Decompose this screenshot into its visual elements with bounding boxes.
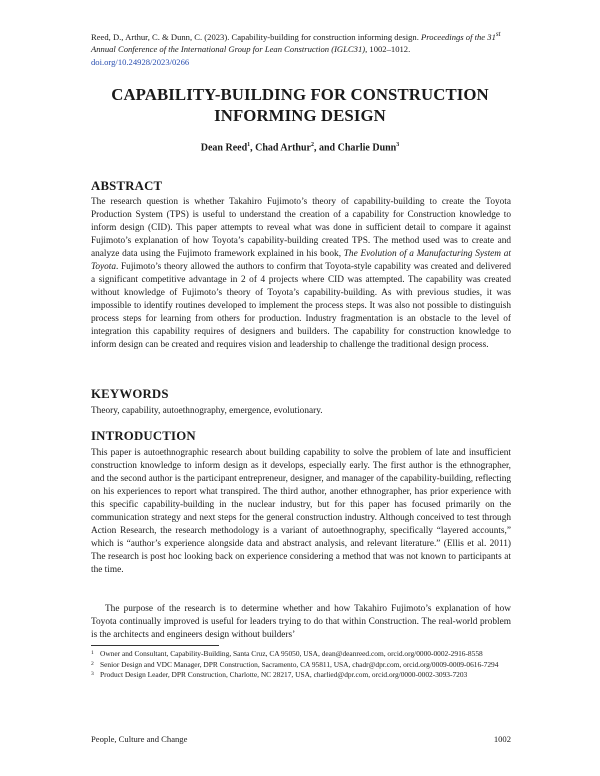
footnote-divider <box>91 645 219 646</box>
paper-title: CAPABILITY-BUILDING FOR CONSTRUCTION INFORMING DESIGN <box>111 85 489 125</box>
footnotes <box>91 649 511 681</box>
author-2: Chad Arthur <box>255 142 311 154</box>
keywords-heading: KEYWORDS <box>91 387 169 401</box>
footnote-2: 2 Senior Design and VDC Manager, DPR Construction, Sacramento, CA 95811, USA, chadr@dpr.com, orcid.org/0009-0009-0616-7294 <box>91 659 499 669</box>
abstract-heading: ABSTRACT <box>91 179 163 193</box>
book-title: The Evolution of a Manufacturing System at Toyota <box>91 249 511 272</box>
doi-link[interactable]: doi.org/10.24928/2023/0266 <box>91 56 190 67</box>
introduction-heading: INTRODUCTION <box>91 429 196 443</box>
page-number: 1002 <box>493 734 511 744</box>
citation-pages: 1002–1012. <box>367 44 411 55</box>
footer-section-name: People, Culture and Change <box>91 734 188 744</box>
introduction-paragraph-1: This paper is autoethnographic research about building capability to solve the problem of late and insufficient construction knowledge to inform design as it develops, especially early. The first author is the ethnographer, and the second author is the participant entrepreneur, designer, and manager of the capability-building, reflecting on his experiences to report what transpired. The third author, another ethnographer, has prior experience with this specific capability-building in the nuclear industry, but for this paper has focused primarily on the communication strategy and next steps for the general construction industry. Although conceived to test through Action Research, the research methodology is a variant of autoethnography, specifically “layered accounts,” which is “author’s experience alongside data and abstract analysis, and relevant literature.” (Ellis et al. 2011) The research is post hoc looking back on experience considering a method that was not known to participants at the time. <box>91 448 511 575</box>
author-3: Charlie Dunn <box>337 142 397 154</box>
citation-prefix: Reed, D., Arthur, C. & Dunn, C. (2023). Capability-building for construction informing design. <box>91 31 421 42</box>
footnote-3: 3 Product Design Leader, DPR Construction, Charlotte, NC 28217, USA, charlied@dpr.com, orcid.org/0000-0002-3093-7203 <box>91 670 468 680</box>
introduction-paragraph-2: The purpose of the research is to determine whether and how Takahiro Fujimoto’s explanation of how Toyota continually improved is useful for leaders trying to do that within Construction. The real-world problem is the architects and engineers design without builders’ <box>91 604 511 640</box>
keywords-text: Theory, capability, autoethnography, emergence, evolutionary. <box>91 406 323 416</box>
author-list: Dean Reed$^1$, Chad Arthur$^2$, and Charlie Dunn$^3$ <box>200 142 400 154</box>
abstract-text: The research question is whether Takahiro Fujimoto’s theory of capability-building to create the Toyota Production System (TPS) is useful to understand the creation of a capability for Construction knowledge to inform design (CID). This paper attempts to reveal what was done in sufficient detail to compare it against Fujimoto’s explanation of how Toyota’s capability-building created TPS. The method used was to create and analyze data using the Fujimoto framework explained in his book, The Evolution of a Manufacturing System at Toyota. Fujimoto’s theory allowed the authors to confirm that Toyota-style capability was created and delivered a significant competitive advantage in 2 of 4 projects where CID was attempted. The capability was created without knowledge of Fujimoto’s theory of Toyota’s capability-building. As with previous studies, it was impossible to identify routines developed to implement the process steps. It was also not possible to distinguish process steps for learning from others for production. Industry fragmentation is an obstacle to the level of integration this capability requires of designers and builders. The capability for construction knowledge to inform design can be created and requires vision and leadership to challenge the traditional design process. <box>91 197 511 350</box>
citation-header <box>91 28 511 68</box>
citation-proceedings: Proceedings of the 31st Annual Conference of the International Group for Lean Construction (IGLC31), <box>91 30 501 55</box>
author-1: Dean Reed <box>200 142 248 154</box>
footnote-1: 1 Owner and Consultant, Capability-Building, Santa Cruz, CA 95050, USA, dean@deanreed.com, orcid.org/0000-0002-2916-8558 <box>91 649 483 658</box>
